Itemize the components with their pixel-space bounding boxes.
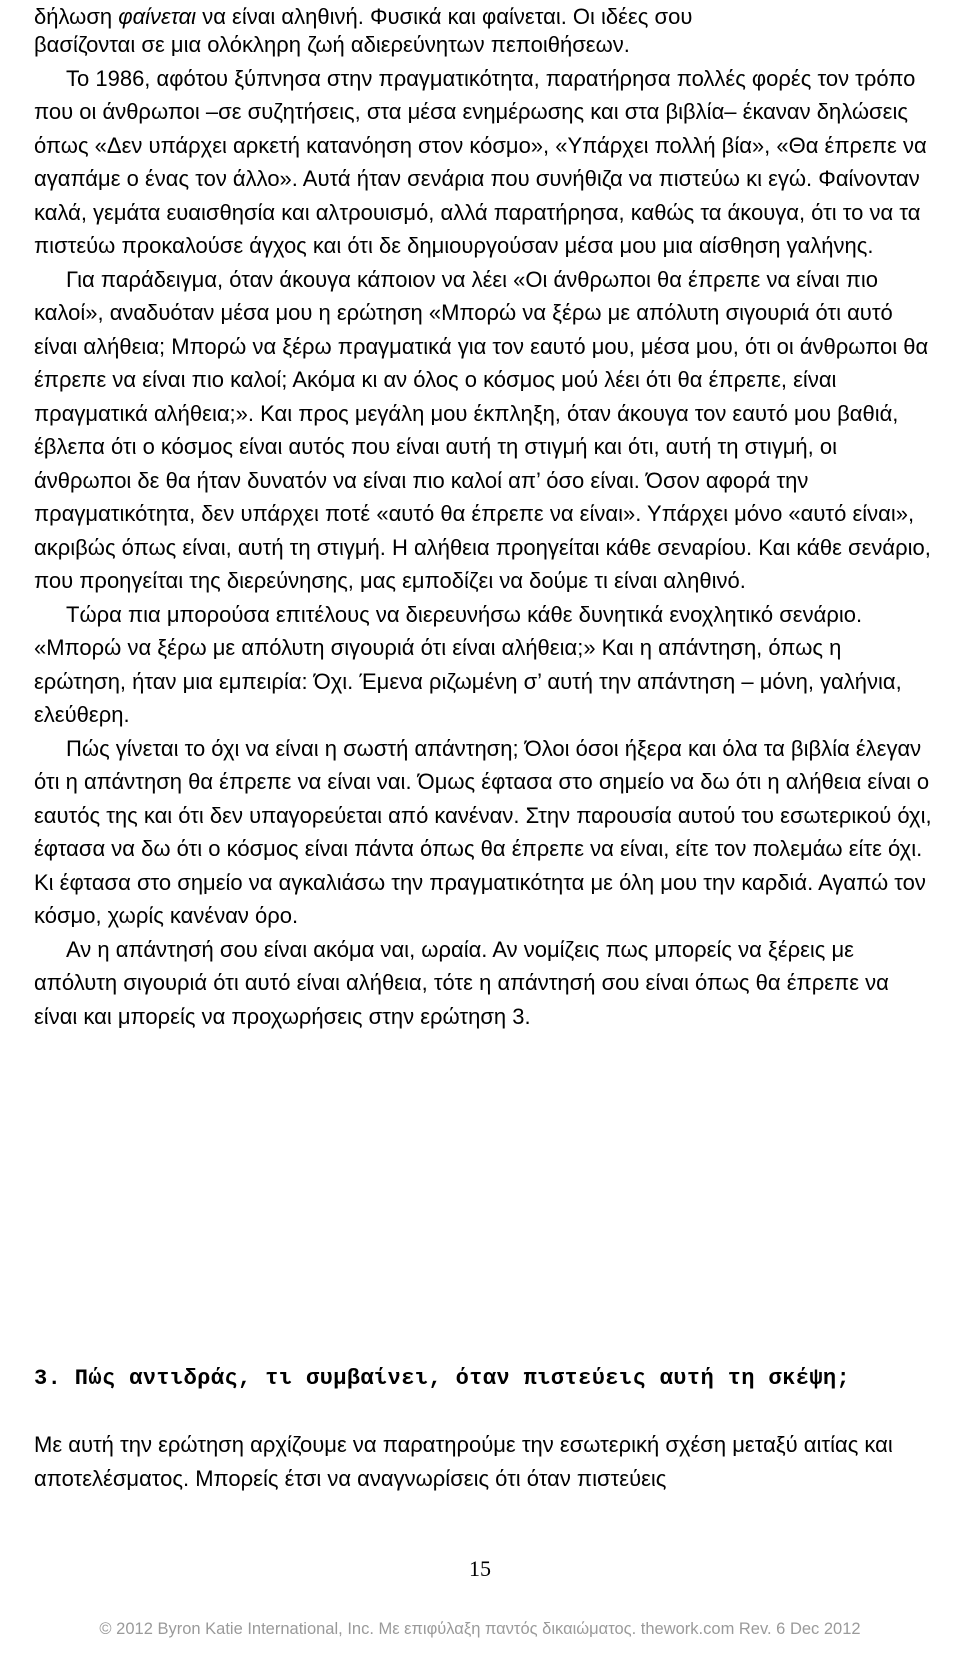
first-line-start: δήλωση (34, 4, 119, 29)
paragraph-example: Για παράδειγμα, όταν άκουγα κάποιον να λέει «Οι άνθρωποι θα έπρεπε να είναι πιο καλοί», αναδυόταν μέσα μου η ερώτηση «Μπορώ να ξέρω με απόλυτη σιγουριά ότι αυτό είναι αλήθεια; Μπορώ να ξέρω πραγματικά για τον εαυτό μου, μέσα μου, ότι οι άνθρωποι θα έπρεπε να είναι πιο καλοί; Ακόμα κι αν όλος ο κόσμος μού λέει ότι θα έπρεπε, είναι πραγματικά αλήθεια;». Και προς μεγάλη μου έκπληξη, όταν άκουγα τον εαυτό μου βαθιά, έβλεπα ότι ο κόσμος είναι αυτός που είναι αυτή τη στιγμή και ότι, αυτή τη στιγμή, οι άνθρωποι δε θα ήταν δυνατόν να είναι πιο καλοί απ’ όσο είναι. Όσον αφορά την πραγματικότητα, δεν υπάρχει ποτέ «αυτό θα έπρεπε να είναι». Υπάρχει μόνο «αυτό είναι», ακριβώς όπως είναι, αυτή τη στιγμή. Η αλήθεια προηγείται κάθε σεναρίου. Και κάθε σενάριο, που προηγείται της διερεύνησης, μας εμποδίζει να δούμε τι είναι αληθινό. (34, 266, 931, 593)
paragraph-continuation: βασίζονται σε μια ολόκληρη ζωή αδιερεύνητων πεποιθήσεων. (34, 32, 630, 57)
question-3-heading: 3. Πώς αντιδράς, τι συμβαίνει, όταν πιστεύεις αυτή τη σκέψη; (34, 1366, 851, 1391)
paragraph-1986: Το 1986, αφότου ξύπνησα στην πραγματικότητα, παρατήρησα πολλές φορές τον τρόπο που οι άνθρωποι –σε συζητήσεις, στα μέσα ενημέρωσης και στα βιβλία– έκαναν δηλώσεις όπως «Δεν υπάρχει αρκετή κατανόηση στον κόσμο», «Υπάρχει πολλή βία», «Θα έπρεπε να αγαπάμε ο ένας τον άλλο». Αυτά ήταν σενάρια που συνήθιζα να πιστεύω κι εγώ. Φαίνονταν καλά, γεμάτα ευαισθησία και αλτρουισμό, αλλά παρατήρησα, καθώς τα άκουγα, ότι το να τα πιστεύω προκαλούσε άγχος και ότι δε δημιουργούσαν μέσα μου μια αίσθηση γαλήνης. (34, 65, 927, 258)
copyright-footer: © 2012 Byron Katie International, Inc. Με επιφύλαξη παντός δικαιώματος. thework.com Rev. 6 Dec 2012 (99, 1620, 861, 1638)
italic-word: φαίνεται (118, 4, 197, 29)
body-text (34, 28, 938, 1033)
paragraph-no-answer: Πώς γίνεται το όχι να είναι η σωστή απάντηση; Όλοι όσοι ήξερα και όλα τα βιβλία έλεγαν ότι η απάντηση θα έπρεπε να είναι ναι. Όμως έφτασα στο σημείο να δω ότι η αλήθεια είναι ο εαυτός της και ότι δεν υπαγορεύεται από κανέναν. Στην παρουσία αυτού του εσωτερικού όχι, έφτασα να δω ότι ο κόσμος είναι πάντα όπως θα έπρεπε να είναι, είτε τον πολεμάω είτε όχι. Κι έφτασα στο σημείο να αγκαλιάσω την πραγματικότητα με όλη μου την καρδιά. Αγαπώ τον κόσμο, χωρίς κανέναν όρο. (34, 735, 932, 928)
page-number: 15 (469, 1556, 491, 1581)
first-line-end: να είναι αληθινή. Φυσικά και φαίνεται. Οι ιδέες σου (196, 4, 693, 29)
paragraph-yes-answer: Αν η απάντησή σου είναι ακόμα ναι, ωραία. Αν νομίζεις πως μπορείς να ξέρεις με απόλυτη σιγουριά ότι αυτό είναι αλήθεια, τότε η απάντησή σου είναι όπως θα έπρεπε να είναι και μπορείς να προχωρήσεις στην ερώτηση 3. (34, 936, 889, 1029)
paragraph-inquiry: Τώρα πια μπορούσα επιτέλους να διερευνήσω κάθε δυνητικά ενοχλητικό σενάριο. «Μπορώ να ξέρω με απόλυτη σιγουριά ότι είναι αλήθεια;» Και η απάντηση, όπως η ερώτηση, ήταν μια εμπειρία: Όχι. Έμενα ριζωμένη σ’ αυτή την απάντηση – μόνη, γαλήνια, ελεύθερη. (34, 601, 902, 727)
after-heading-text (34, 1428, 938, 1496)
paragraph-cause-effect: Με αυτή την ερώτηση αρχίζουμε να παρατηρούμε την εσωτερική σχέση μεταξύ αιτίας και αποτελέσματος. Μπορείς έτσι να αναγνωρίσεις ότι όταν πιστεύεις (34, 1432, 893, 1491)
